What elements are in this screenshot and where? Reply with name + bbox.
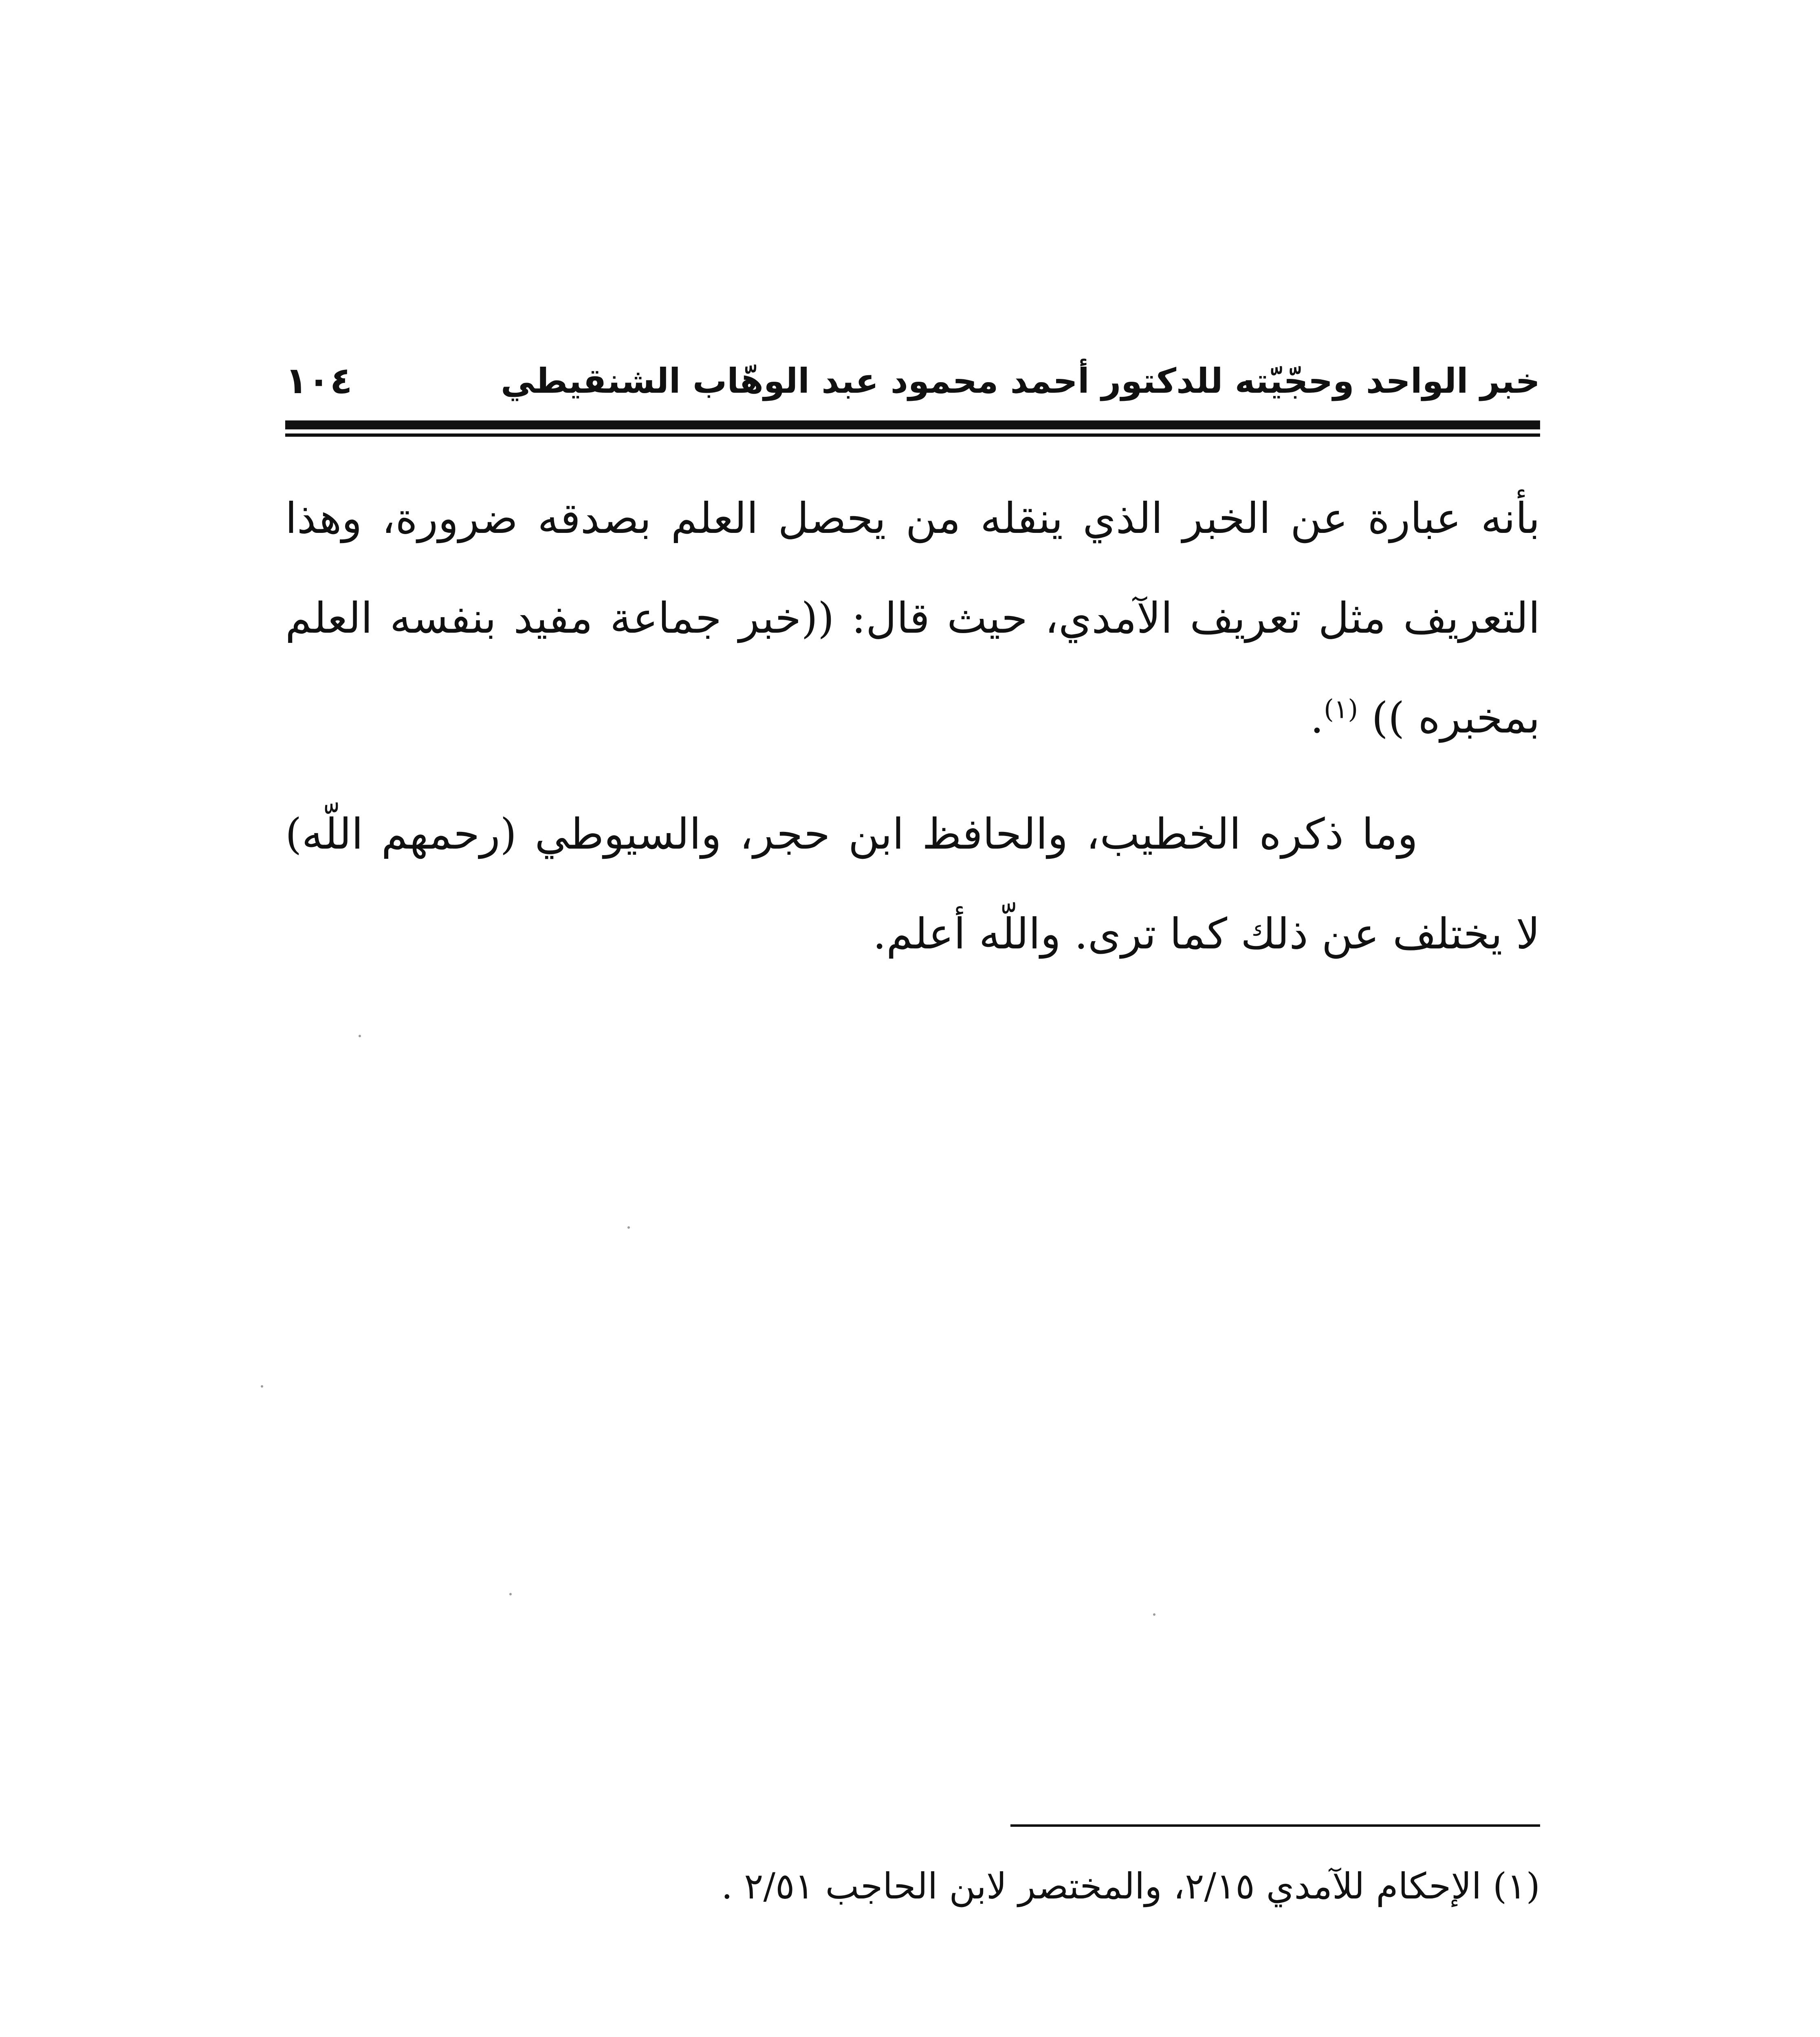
footnote-reference: (١): [1323, 694, 1358, 725]
body-text: [285, 469, 1540, 984]
header-title: خبر الواحد وحجّيّته للدكتور أحمد محمود عبد الوهّاب الشنقيطي: [500, 361, 1540, 401]
paragraph-2: وما ذكره الخطيب، والحافظ ابن حجر، والسيوطي (رحمهم اللّه) لا يختلف عن ذلك كما ترى. واللّه أعلم.: [285, 809, 1540, 959]
scan-speck: [627, 1226, 630, 1229]
footnote-1: (١) الإحكام للآمدي ٢/١٥، والمختصر لابن الحاجب ٢/٥١ .: [721, 1865, 1540, 1907]
paragraph-1: [285, 469, 1540, 768]
header-rule-thin: [285, 433, 1540, 437]
paragraph-1-text: بأنه عبارة عن الخبر الذي ينقله من يحصل العلم بصدقه ضرورة، وهذا التعريف مثل تعريف الآمدي، حيث قال: ((خبر جماعة مفيد بنفسه العلم بمخبره )): [285, 493, 1540, 743]
scan-speck: [359, 1035, 361, 1037]
scan-speck: [261, 1385, 263, 1388]
scan-speck: [509, 1593, 512, 1595]
page-number: ١٠٤: [285, 359, 352, 402]
footnote-separator: [1010, 1824, 1540, 1827]
running-header: [285, 359, 1540, 420]
paragraph-1-end: .: [1310, 693, 1324, 743]
header-rule-thick: [285, 420, 1540, 429]
scan-speck: [1153, 1613, 1155, 1616]
